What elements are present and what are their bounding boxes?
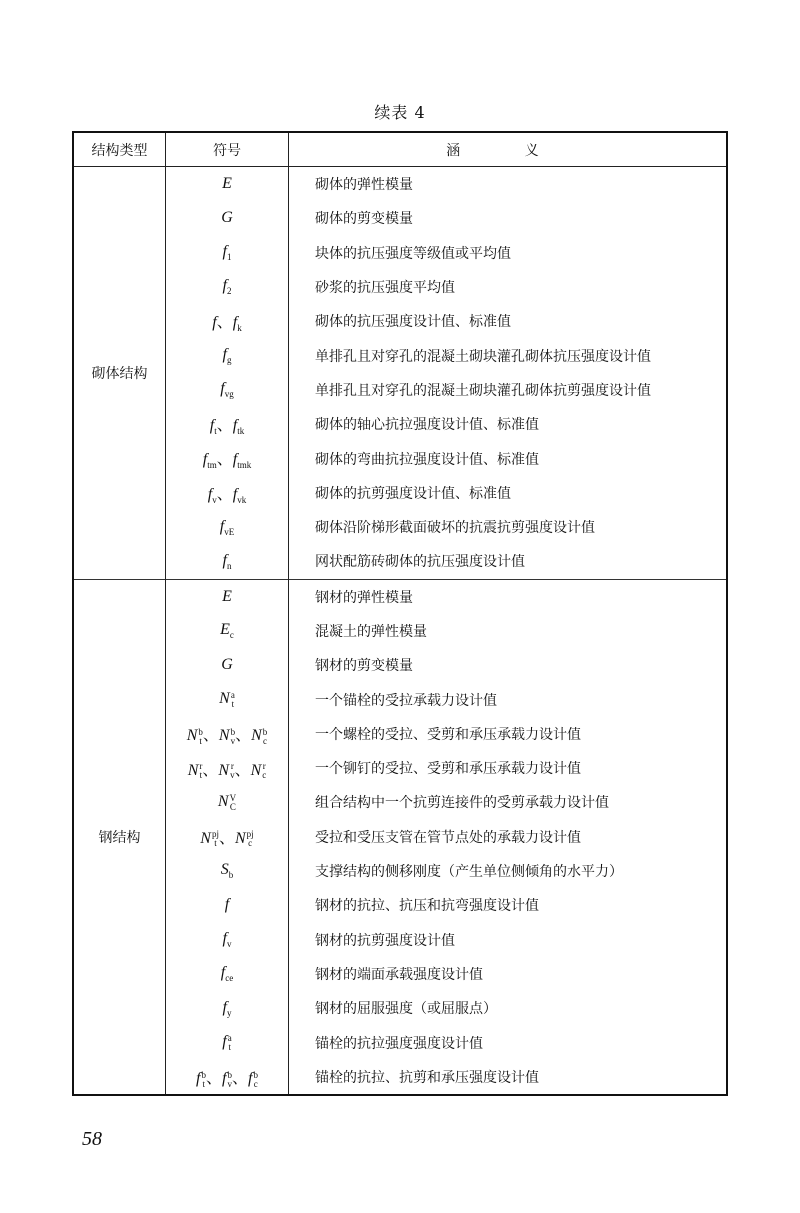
table-row (73, 407, 727, 441)
table-row (73, 957, 727, 991)
table-caption: 续表 4 (374, 103, 426, 122)
symbol-cell: $f_t$、$f_{tk}$ (166, 407, 289, 441)
symbol-cell: f b t 、f b v 、f b c (166, 1060, 289, 1095)
symbol-cell: $f_v$、$f_{vk}$ (166, 476, 289, 510)
table-row (73, 888, 727, 922)
meaning-cell: 混凝土的弹性模量 (289, 614, 728, 648)
symbol-cell: $f_{tm}$、$f_{tmk}$ (166, 441, 289, 475)
meaning-cell: 砌体的抗剪强度设计值、标准值 (289, 476, 728, 510)
meaning-cell: 网状配筋砖砌体的抗压强度设计值 (289, 544, 728, 579)
header-symbol: 符号 (166, 132, 289, 167)
symbol-cell: $f_y$ (166, 991, 289, 1025)
meaning-cell: 组合结构中一个抗剪连接件的受剪承载力设计值 (289, 785, 728, 819)
meaning-cell: 钢材的剪变模量 (289, 648, 728, 682)
symbol-cell: f (166, 888, 289, 922)
symbol-cell: G (166, 648, 289, 682)
symbol-cell: N b t 、N b v 、N b c (166, 717, 289, 751)
symbol-cell: E (166, 167, 289, 202)
meaning-cell: 单排孔且对穿孔的混凝土砌块灌孔砌体抗剪强度设计值 (289, 373, 728, 407)
table-row (73, 236, 727, 270)
symbol-cell: $f_1$ (166, 236, 289, 270)
structure-type-cell: 钢结构 (73, 579, 166, 1095)
meaning-cell: 砌体的轴心抗拉强度设计值、标准值 (289, 407, 728, 441)
table-row (73, 1060, 727, 1095)
symbol-cell: $f_2$ (166, 270, 289, 304)
symbol-cell: E (166, 579, 289, 614)
table-row (73, 373, 727, 407)
meaning-cell: 单排孔且对穿孔的混凝土砌块灌孔砌体抗压强度设计值 (289, 338, 728, 372)
symbol-table (72, 131, 728, 1096)
meaning-cell: 砌体沿阶梯形截面破坏的抗震抗剪强度设计值 (289, 510, 728, 544)
meaning-cell: 支撑结构的侧移刚度（产生单位侧倾角的水平力） (289, 854, 728, 888)
table-row (73, 441, 727, 475)
meaning-cell: 砌体的剪变模量 (289, 201, 728, 235)
table-row (73, 923, 727, 957)
symbol-cell: f a t (166, 1025, 289, 1059)
meaning-cell: 钢材的屈服强度（或屈服点） (289, 991, 728, 1025)
symbol-cell: G (166, 201, 289, 235)
meaning-cell: 砌体的弯曲抗拉强度设计值、标准值 (289, 441, 728, 475)
meaning-cell: 受拉和受压支管在管节点处的承载力设计值 (289, 820, 728, 854)
table-row (73, 579, 727, 614)
meaning-cell: 一个锚栓的受拉承载力设计值 (289, 682, 728, 716)
table-row (73, 544, 727, 579)
table-row (73, 1025, 727, 1059)
symbol-cell: N V C (166, 785, 289, 819)
table-row (73, 201, 727, 235)
table-row (73, 510, 727, 544)
header-meaning: 涵 义 (289, 132, 728, 167)
meaning-cell: 钢材的弹性模量 (289, 579, 728, 614)
table-row (73, 785, 727, 819)
symbol-cell: f、$f_k$ (166, 304, 289, 338)
meaning-cell: 砌体的抗压强度设计值、标准值 (289, 304, 728, 338)
symbol-cell: N r t 、N r v 、N r c (166, 751, 289, 785)
meaning-cell: 砌体的弹性模量 (289, 167, 728, 202)
meaning-cell: 钢材的端面承载强度设计值 (289, 957, 728, 991)
table-row (73, 476, 727, 510)
header-structure-type: 结构类型 (73, 132, 166, 167)
meaning-cell: 锚栓的抗拉、抗剪和承压强度设计值 (289, 1060, 728, 1095)
symbol-cell: $f_n$ (166, 544, 289, 579)
symbol-cell: N a t (166, 682, 289, 716)
meaning-cell: 块体的抗压强度等级值或平均值 (289, 236, 728, 270)
table-row (73, 304, 727, 338)
table-header-row (73, 132, 727, 167)
table-row (73, 820, 727, 854)
symbol-cell: $f_v$ (166, 923, 289, 957)
table-row (73, 854, 727, 888)
structure-type-cell: 砌体结构 (73, 167, 166, 580)
table-row (73, 751, 727, 785)
table-row (73, 682, 727, 716)
table-row (73, 991, 727, 1025)
table-row (73, 167, 727, 202)
meaning-cell: 砂浆的抗压强度平均值 (289, 270, 728, 304)
symbol-cell: $f_g$ (166, 338, 289, 372)
symbol-cell: $E_c$ (166, 614, 289, 648)
meaning-cell: 钢材的抗拉、抗压和抗弯强度设计值 (289, 888, 728, 922)
table-row (73, 338, 727, 372)
symbol-cell: $f_{ce}$ (166, 957, 289, 991)
symbol-cell: N pj t 、N pj c (166, 820, 289, 854)
symbol-cell: $f_{vg}$ (166, 373, 289, 407)
symbol-cell: $S_b$ (166, 854, 289, 888)
meaning-cell: 一个铆钉的受拉、受剪和承压承载力设计值 (289, 751, 728, 785)
meaning-cell: 锚栓的抗拉强度强度设计值 (289, 1025, 728, 1059)
meaning-cell: 钢材的抗剪强度设计值 (289, 923, 728, 957)
symbol-cell: $f_{vE}$ (166, 510, 289, 544)
table-row (73, 270, 727, 304)
page-number: 58 (82, 1128, 102, 1150)
meaning-cell: 一个螺栓的受拉、受剪和承压承载力设计值 (289, 717, 728, 751)
table-row (73, 648, 727, 682)
table-row (73, 717, 727, 751)
table-row (73, 614, 727, 648)
